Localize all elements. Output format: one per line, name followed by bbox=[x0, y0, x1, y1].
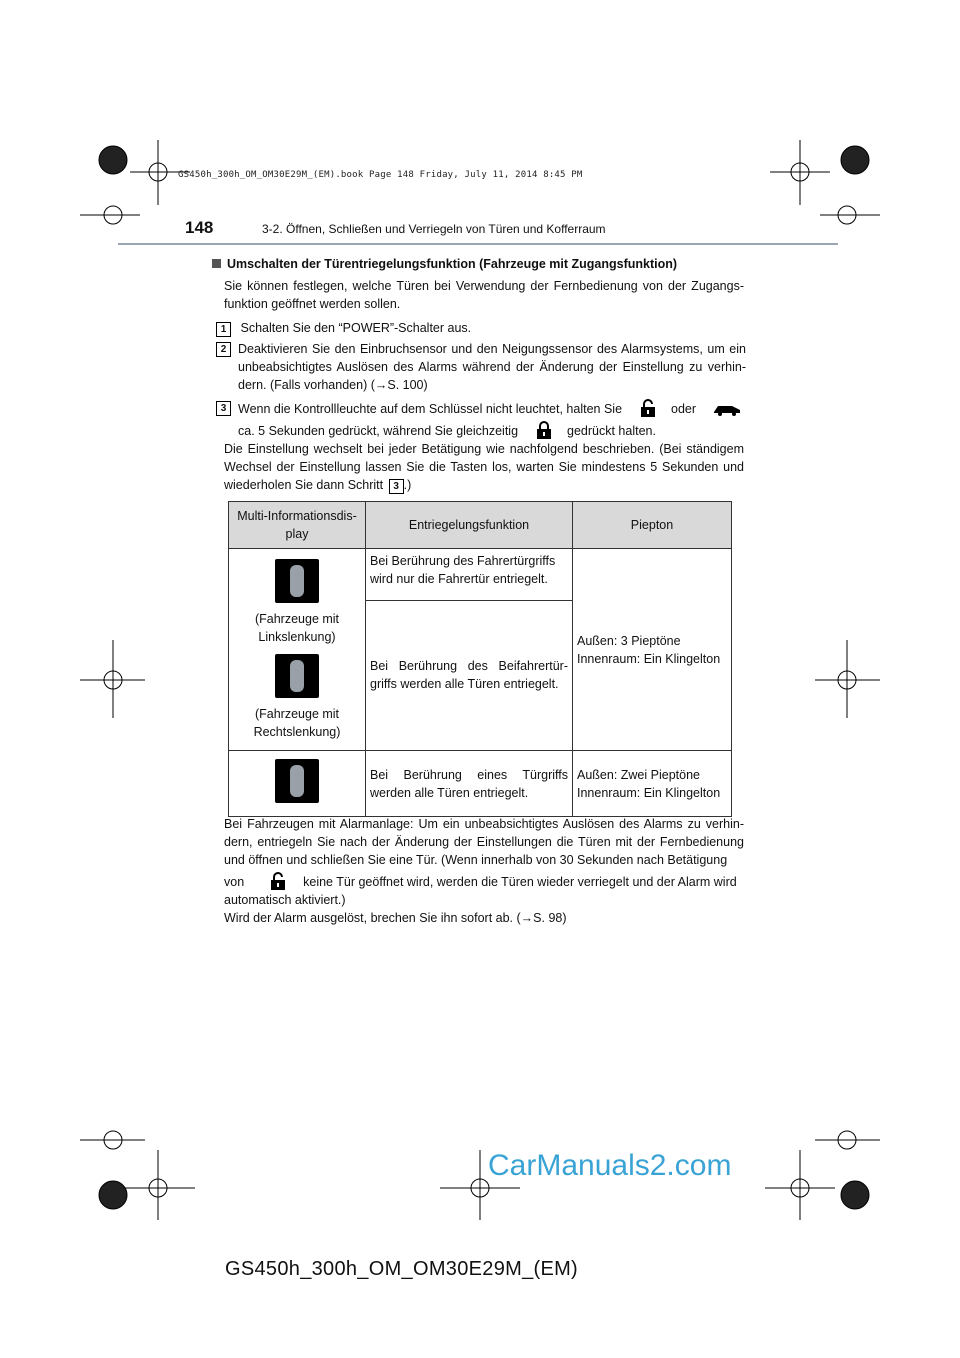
step-3: 3 Wenn die Kontrollleuchte auf dem Schlüssel nicht leuchtet, halten Sie oder ca. 5 Sekunden gedrückt, während Sie gleichzeitig gedrückt halten. bbox=[216, 399, 746, 440]
function-passenger-door: Bei Berührung des Beifahrertür-griffs werden alle Türen entriegelt. bbox=[366, 600, 573, 750]
display-cell-steering: (Fahrzeuge mit Linkslenkung) (Fahrzeuge mit Rechtslenkung) bbox=[229, 549, 366, 751]
all-doors-display-icon bbox=[275, 759, 319, 803]
header-display: Multi-Informationsdis-play bbox=[229, 502, 366, 549]
header-function: Entriegelungsfunktion bbox=[366, 502, 573, 549]
step-number: 1 bbox=[216, 322, 231, 337]
chapter-title: 3-2. Öffnen, Schließen und Verriegeln von Türen und Kofferraum bbox=[262, 222, 606, 236]
unlock-key-icon bbox=[270, 872, 286, 890]
function-all-doors: Bei Berührung eines Türgriffs werden alle Türen entriegelt. bbox=[366, 751, 573, 817]
beep-two: Außen: Zwei Pieptöne Innenraum: Ein Klingelton bbox=[573, 751, 732, 817]
step-1: 1 Schalten Sie den “POWER”-Schalter aus. bbox=[216, 319, 746, 337]
page-number: 148 bbox=[185, 218, 214, 237]
book-line: GS450h_300h_OM_OM30E29M_(EM).book Page 148 Friday, July 11, 2014 8:45 PM bbox=[178, 170, 583, 180]
unlock-key-icon bbox=[640, 399, 656, 417]
function-driver-door: Bei Berührung des Fahrertürgriffs wird nur die Fahrertür entriegelt. bbox=[366, 549, 573, 601]
display-cell-all bbox=[229, 751, 366, 817]
step-number: 2 bbox=[216, 342, 231, 357]
step-number: 3 bbox=[216, 401, 231, 416]
passenger-door-display-icon bbox=[275, 654, 319, 698]
change-note: Die Einstellung wechselt bei jeder Betätigung wie nachfolgend beschrieben. (Bei ständigem Wechsel der Einstellung lassen Sie die Tasten los, warten Sie mindestens 5 Sekunden und wiederholen Sie dann Schritt 3 .) bbox=[224, 442, 744, 492]
alarm-note-cont: von keine Tür geöffnet wird, werden die Türen wieder verriegelt und der Alarm wird automatisch aktiviert.) Wird der Alarm ausgelöst, brechen Sie ihn sofort ab. (→S. 98) bbox=[224, 872, 744, 927]
beep-three: Außen: 3 Pieptöne Innenraum: Ein Klingelton bbox=[573, 549, 732, 751]
alarm-note: Bei Fahrzeugen mit Alarmanlage: Um ein unbeabsichtigtes Auslösen des Alarms zu verhin-dern, entriegeln Sie nach der Änderung der Einstellungen die Türen mit der Fernbedienung und öffnen und schließen Sie eine Tür. (Wenn innerhalb von 30 Sekunden nach Betätigung bbox=[224, 817, 744, 867]
footer-code: GS450h_300h_OM_OM30E29M_(EM) bbox=[225, 1258, 579, 1280]
section-title: Umschalten der Türentriegelungsfunktion (Fahrzeuge mit Zugangsfunktion) bbox=[212, 257, 677, 271]
header-beep: Piepton bbox=[573, 502, 732, 549]
header-rule bbox=[118, 243, 838, 245]
unlock-settings-table bbox=[228, 501, 732, 817]
car-trunk-icon bbox=[712, 402, 742, 421]
lock-key-icon bbox=[536, 421, 552, 439]
square-bullet-icon bbox=[212, 259, 221, 268]
intro-text: Sie können festlegen, welche Türen bei Verwendung der Fernbedienung von der Zugangs-funktion geöffnet werden sollen. bbox=[224, 279, 744, 311]
watermark: CarManuals2.com bbox=[488, 1149, 732, 1182]
driver-door-display-icon bbox=[275, 559, 319, 603]
step-2: 2 Deaktivieren Sie den Einbruchsensor und den Neigungssensor des Alarmsystems, um ein unbeabsichtigtes Auslösen des Alarms während der Änderung der Einstellung zu verhin-dern. (Falls vorhanden) (→S. 100) bbox=[216, 340, 746, 394]
